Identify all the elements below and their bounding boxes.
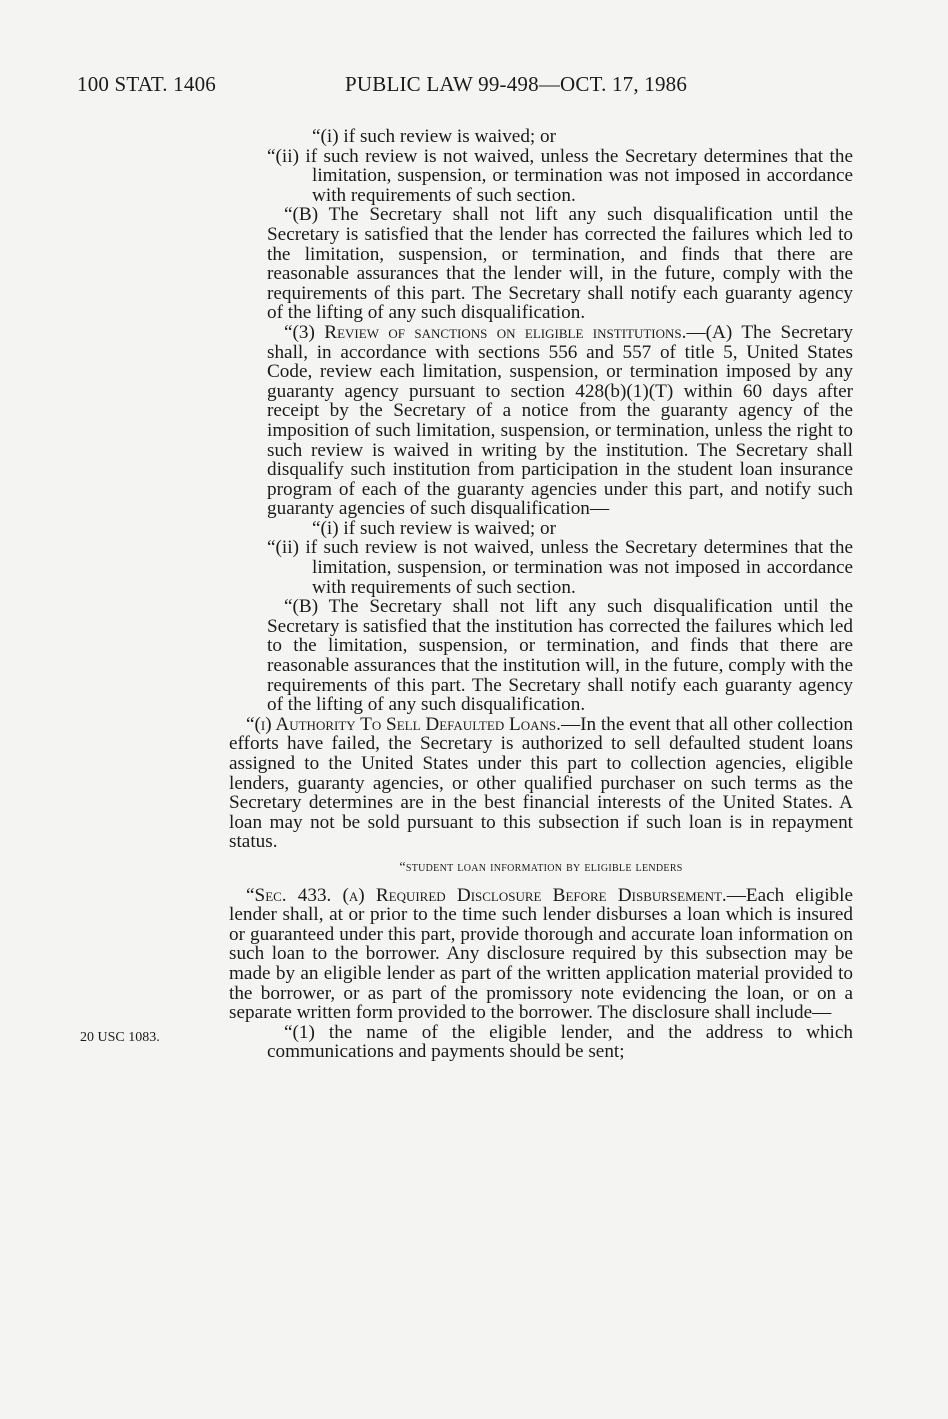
clause-a-i: “(i) if such review is waived; or xyxy=(312,126,557,147)
item-1: “(1) the name of the eligible lender, and the address to which communications and payments should be sent; xyxy=(267,1021,853,1063)
clause-b-i: “(i) if such review is waived; or xyxy=(312,517,557,539)
section-433 xyxy=(229,886,853,1023)
law-citation: PUBLIC LAW 99-498—OCT. 17, 1986 xyxy=(345,72,688,96)
para-3-text: —(A) The Secretary shall, in accordance with sections 556 and 557 of title 5, United States Code, review each limitation, suspension, or termination imposed by any guaranty agency pursuant to section 428(b)(1)(T) within 60 days after receipt by the Secretary of a notice from the guaranty agency of the imposition of such limitation, suspension, or termination, unless the right to such review is waived in writing by the institution. The Secretary shall disqualify such institution from participation in the student loan insurance program of each of the guaranty agencies under this part, and notify such guaranty agencies of such disqualification— xyxy=(267,321,853,520)
subsection-i-heading: “(i) Authority To Sell Defaulted Loans. xyxy=(246,713,561,735)
clause-a-ii: “(ii) if such review is not waived, unless the Secretary determines that the limitation, suspension, or termination was not imposed in accordance with requirements of such section. xyxy=(267,145,853,206)
clause-b-ii: “(ii) if such review is not waived, unless the Secretary determines that the limitation, suspension, or termination was not imposed in accordance with requirements of such section. xyxy=(267,537,853,598)
section-433-heading: “Sec. 433. (a) Required Disclosure Before Disbursement. xyxy=(246,884,727,906)
section-433-text: —Each eligible lender shall, at or prior to the time such lender disburses a loan which is insured or guaranteed under this part, provide thorough and accurate loan information on such loan to the borrower. Any disclosure required by this subsection may be made by an eligible lender as part of the written application material provided to the borrower, or as part of the promissory note evidencing the loan, or on a separate written form provided to the borrower. The disclosure shall include— xyxy=(229,884,853,1024)
subsection-i-text: —In the event that all other collection efforts have failed, the Secretary is authorized to sell defaulted student loans assigned to the United States under this part to collection agencies, eligible lenders, guaranty agencies, or other qualified purchaser on such terms as the Secretary determines are in the best financial interests of the United States. A loan may not be sold pursuant to this subsection if such loan is in repayment status. xyxy=(229,713,853,853)
document-body xyxy=(229,127,853,1062)
para-3-heading: “(3) Review of sanctions on eligible institutions. xyxy=(284,321,687,343)
subpara-a-b: “(B) The Secretary shall not lift any such disqualification until the Secretary is satisfied that the lender has corrected the failures which led to the limitation, suspension, or termination, and finds that there are reasonable assurances that the lender will, in the future, comply with the requirements of this part. The Secretary shall notify each guaranty agency of the lifting of any such disqualification. xyxy=(267,204,853,324)
section-title: “student loan information by eligible lenders xyxy=(399,859,683,875)
para-3 xyxy=(229,323,853,519)
page-number: 100 STAT. 1406 xyxy=(77,72,216,96)
subpara-b-b: “(B) The Secretary shall not lift any such disqualification until the Secretary is satisfied that the institution has corrected the failures which led to the limitation, suspension, or termination, and finds that there are reasonable assurances that the institution will, in the future, comply with the requirements of this part. The Secretary shall notify each guaranty agency of the lifting of any such disqualification. xyxy=(267,596,853,716)
margin-citation: 20 USC 1083. xyxy=(80,1030,160,1045)
subsection-i xyxy=(229,715,853,852)
